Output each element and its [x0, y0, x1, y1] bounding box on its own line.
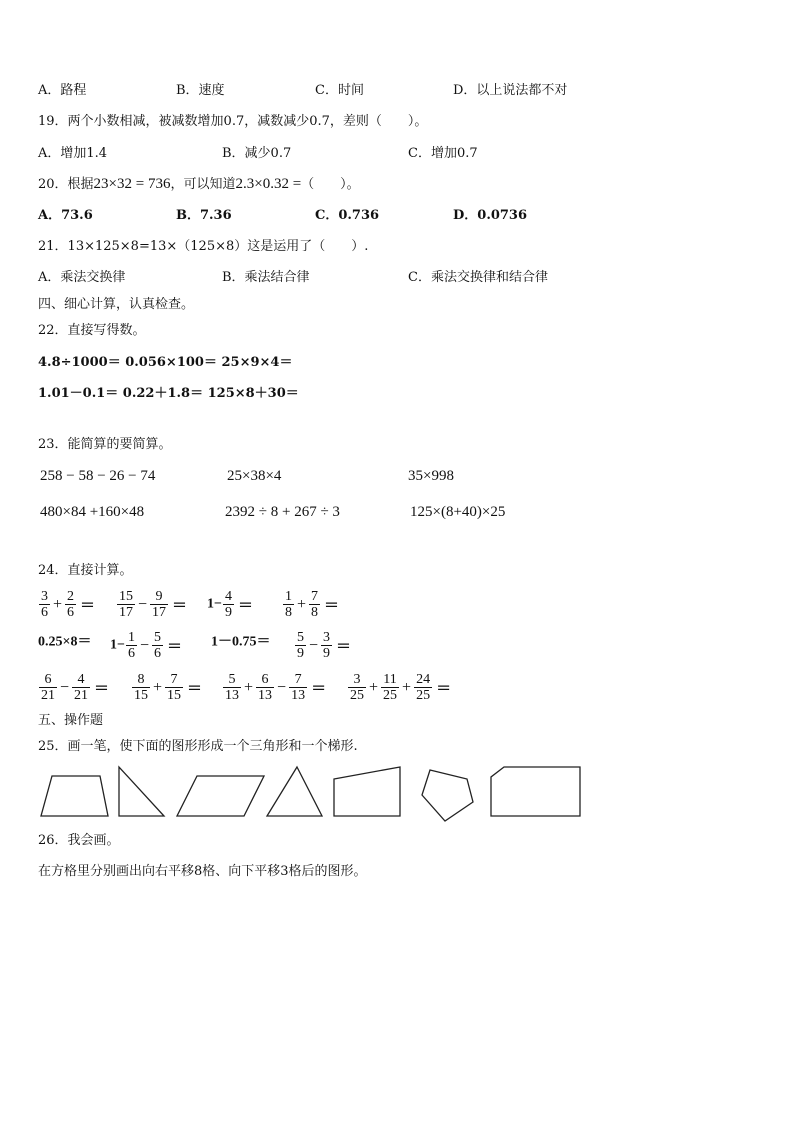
q19-option-c: C．增加0.7 [408, 146, 478, 161]
q23-expression: 25×38×4 [227, 468, 282, 484]
q20-equation-given: 23×32 = 736 [93, 176, 171, 192]
q23-expression: 258 − 58 − 26 − 74 [40, 468, 156, 484]
q19-stem: 19．两个小数相减，被减数增加0.7，减数减少0.7，差则（ ）。 [38, 114, 428, 129]
q24-expression: 0.25×8＝ [38, 634, 92, 650]
q20-option-b: B．7.36 [176, 208, 232, 223]
q23-expression: 125×(8+40)×25 [410, 504, 506, 520]
q18-option-b: B．速度 [176, 83, 225, 98]
q24-expression: 1− $\frac{1}{6}$ − $\frac{5}{6}$ ＝ [110, 630, 183, 661]
q21-stem: 21．13×125×8=13×（125×8）这是运用了（ ）. [38, 239, 369, 254]
q18-option-d: D．以上说法都不对 [453, 83, 568, 98]
q24-expression: $\frac{5}{9}$ − $\frac{3}{9}$ ＝ [297, 630, 352, 661]
q20-stem: 20．根据23×32 = 736，可以知道2.3×0.32 =（ ）。 [38, 176, 360, 192]
q20-equation-target: 2.3×0.32 = [235, 176, 302, 192]
section-5-heading: 五、操作题 [38, 713, 104, 728]
q22-title: 22．直接写得数。 [38, 323, 146, 338]
triangle-shape [267, 767, 322, 816]
q18-option-a: A．路程 [38, 83, 87, 98]
q24-expression: $\frac{3}{25}$ + $\frac{11}{25}$ + $\frac{24}{25}$ ＝ [350, 672, 452, 703]
pentagon-shape [422, 770, 473, 821]
q21-option-a: A．乘法交换律 [38, 270, 126, 285]
q24-expression: $\frac{8}{15}$ + $\frac{7}{15}$ ＝ [134, 672, 203, 703]
quadrilateral-shape [334, 767, 400, 816]
section-4-heading: 四、细心计算，认真检查。 [38, 297, 195, 312]
trapezoid-shape [41, 776, 108, 816]
q26-title: 26．我会画。 [38, 833, 120, 848]
q24-expression: 1− $\frac{4}{9}$ ＝ [207, 589, 253, 620]
q22-row-2: 1.01－0.1＝ 0.22＋1.8＝ 125×8＋30＝ [38, 386, 299, 401]
q20-option-d: D．0.0736 [453, 208, 528, 223]
right-triangle-shape [119, 767, 164, 816]
q24-expression: $\frac{3}{6}$ + $\frac{2}{6}$ ＝ [41, 589, 96, 620]
q22-row-1: 4.8÷1000＝ 0.056×100＝ 25×9×4＝ [38, 355, 293, 370]
q23-title: 23．能简算的要简算。 [38, 437, 172, 452]
q24-expression: 1－0.75＝ [211, 634, 271, 650]
q24-expression: $\frac{15}{17}$ − $\frac{9}{17}$ ＝ [119, 589, 188, 620]
q19-option-b: B．减少0.7 [222, 146, 292, 161]
q24-expression: $\frac{5}{13}$ + $\frac{6}{13}$ − $\frac{7}{13}$ ＝ [225, 672, 327, 703]
q21-option-c: C．乘法交换律和结合律 [408, 270, 548, 285]
q26-instruction: 在方格里分别画出向右平移8格、向下平移3格后的图形。 [38, 864, 367, 879]
q23-expression: 2392 ÷ 8 + 267 ÷ 3 [225, 504, 340, 520]
q24-expression: $\frac{6}{21}$ − $\frac{4}{21}$ ＝ [41, 672, 110, 703]
q18-option-c: C．时间 [315, 83, 364, 98]
parallelogram-shape [177, 776, 264, 816]
q25-title: 25．画一笔，使下面的图形形成一个三角形和一个梯形. [38, 739, 358, 754]
q23-expression: 35×998 [408, 468, 454, 484]
q19-option-a: A．增加1.4 [38, 146, 108, 161]
cut-corner-rectangle-shape [491, 767, 580, 816]
q23-expression: 480×84 +160×48 [40, 504, 145, 520]
q21-option-b: B．乘法结合律 [222, 270, 310, 285]
q24-title: 24．直接计算。 [38, 563, 133, 578]
q20-option-c: C．0.736 [315, 208, 380, 223]
q24-expression: $\frac{1}{8}$ + $\frac{7}{8}$ ＝ [285, 589, 340, 620]
q20-option-a: A．73.6 [38, 208, 93, 223]
